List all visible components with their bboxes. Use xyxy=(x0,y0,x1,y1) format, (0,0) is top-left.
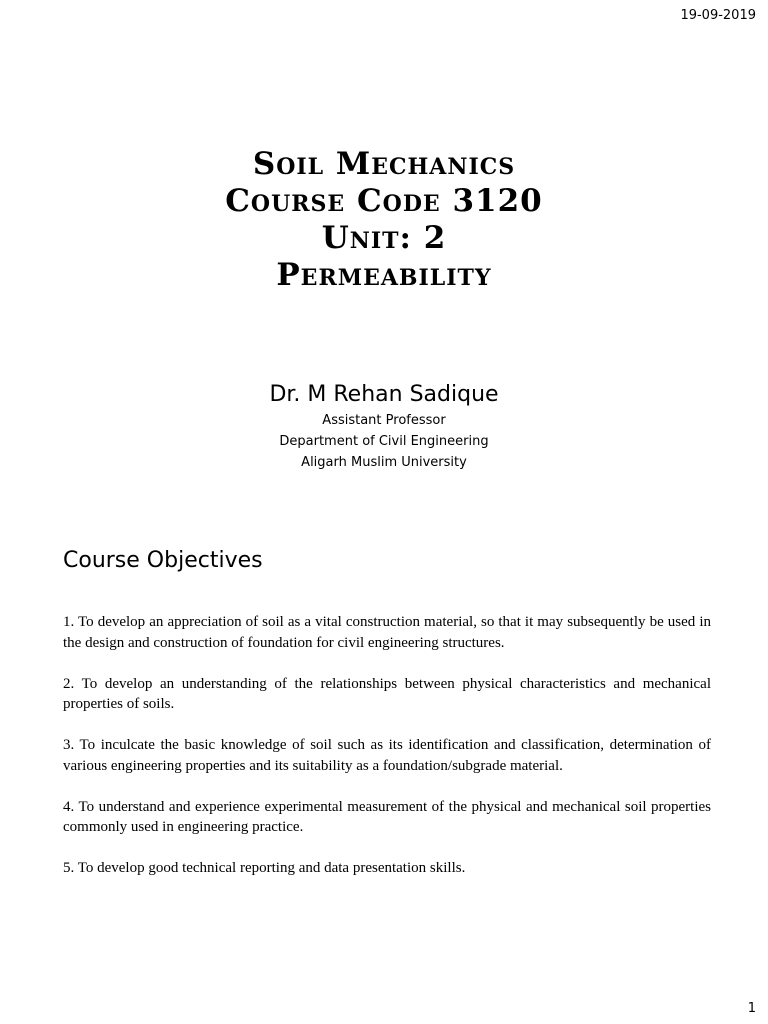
title-course-code: Course Code 3120 xyxy=(225,183,543,219)
slide-title xyxy=(0,146,768,294)
author-position: Assistant Professor xyxy=(322,413,446,428)
title-unit: Unit: 2 xyxy=(321,220,447,256)
objective-item: 5. To develop good technical reporting and data presentation skills. xyxy=(63,860,466,876)
objective-item: 2. To develop an understanding of the relationships between physical characteristics and mechanical properties of soils. xyxy=(63,675,711,712)
objective-item: 4. To understand and experience experimental measurement of the physical and mechanical soil properties commonly used in engineering practice. xyxy=(63,798,711,835)
author-info xyxy=(0,380,768,473)
objectives-list xyxy=(63,612,711,899)
objective-item: 1. To develop an appreciation of soil as a vital construction material, so that it may subsequently be used in the design and construction of foundation for civil engineering structures. xyxy=(63,614,711,651)
page-number: 1 xyxy=(747,1001,756,1016)
objectives-heading: Course Objectives xyxy=(63,548,263,573)
author-department: Department of Civil Engineering xyxy=(279,434,489,449)
author-university: Aligarh Muslim University xyxy=(301,455,467,470)
title-topic: Permeability xyxy=(276,257,492,293)
objective-item: 3. To inculcate the basic knowledge of soil such as its identification and classification, determination of various engineering properties and its suitability as a foundation/subgrade material. xyxy=(63,737,711,774)
author-name: Dr. M Rehan Sadique xyxy=(269,382,499,407)
slide-date: 19-09-2019 xyxy=(680,8,756,23)
title-subject: Soil Mechanics xyxy=(252,146,516,182)
